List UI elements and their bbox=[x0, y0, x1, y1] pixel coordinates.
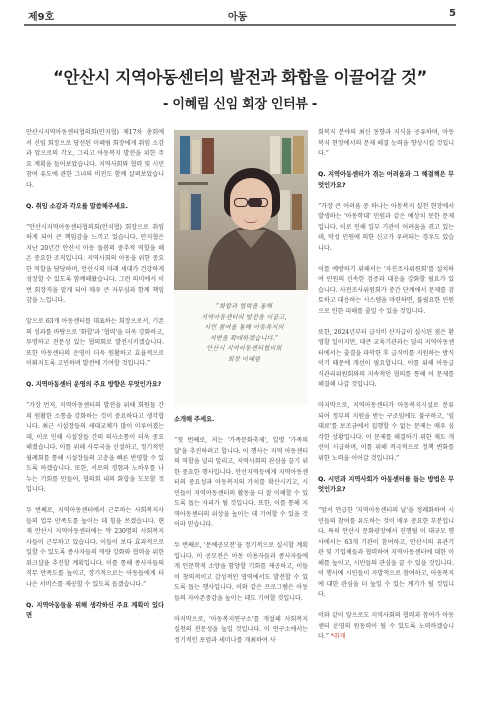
handwritten-message bbox=[194, 302, 294, 366]
answer-paragraph: “첫 번째로, 저는 '가족문화축제', 일명 '가족의 달'을 추진하려고 합니다. 이 행사는 지역 아동센터의 역할을 널리 알리고, 지역사회의 관심을 끌기 위한 중요한 행사입니다. 안산지역등에게 지역아동센터의 중요성과 아동복지의 가치를 확산시키고, 시민들이 지역아동센터의 활동을 더 잘 이해할 수 있도록 돕는 자리가 될 것입니다. 또한, 이를 통해 지역아동센터의 위상을 높이는 데 기여할 수 있을 것이라 믿습니다. bbox=[174, 437, 308, 528]
question-heading: Q. 취임 소감과 각오를 말씀해주세요. bbox=[26, 202, 128, 210]
question-heading: Q. 지역아동센터가 겪는 어려움과 그 해결책은 무엇인가요? bbox=[318, 171, 454, 189]
book-spine bbox=[180, 136, 190, 174]
article-intro: 안산시지역아동센터협의회(안지협) 제17차 총회에서 신임 회장으로 당선된 이혜림 회장에게 취임 소감과 앞으로의 각오, 그리고 아동복지 발전을 위한 주요 계획을 들어보았습니다. 지역사회와 협력 및 시민 참여 유도에 관한 그녀의 비전도 함께 살펴보았습니다. bbox=[26, 129, 164, 189]
interview-photo bbox=[174, 130, 308, 405]
article-column-2 bbox=[174, 415, 308, 705]
glasses-icon bbox=[234, 198, 268, 208]
book-spine bbox=[270, 136, 280, 174]
handwriting-line: “화합과 협력을 통해 bbox=[215, 303, 273, 310]
article-column-3 bbox=[318, 128, 454, 698]
header-rule bbox=[24, 24, 456, 26]
answer-paragraph: 마지막으로, 지역아동센터가 아동복지시설로 분류되어 정부의 지원을 받는 구조임에도 불구하고, '임대료'를 보조금에서 집행할 수 없는 문제는 매우 심각한 상황입니다. 이 문제를 해결하기 위한 제도 개선이 시급하며, 이를 위해 적극적으로 정책 변화를 위한 노력을 이어갈 것입니다.” bbox=[318, 402, 454, 462]
answer-paragraph: 또한, 2024년부터 급식비 산지급이 실시된 점은 환영할 일이지만, 대큰 교육기관과는 달리 지역아동센터에서는 출결을 파악한 후 급식비를 지원하는 방식이기 때문에 개선이 필요합니다. 이를 위해 아동급식관리위원회와의 지속적인 협의를 통해 이 문제를 해결해 나갈 것입니다. bbox=[318, 328, 454, 388]
book-spine bbox=[292, 194, 302, 230]
handwriting-line: 안산시 지역아동센터협의회 bbox=[206, 345, 282, 353]
book-spine bbox=[192, 140, 200, 174]
section-title: 아동 bbox=[228, 12, 248, 23]
handwriting-line: 저변을 확대하겠습니다.” bbox=[209, 334, 279, 342]
book-spine bbox=[191, 194, 201, 230]
question-heading: Q. 시민과 지역사회가 아동센터를 돕는 방법은 무엇인가요? bbox=[318, 475, 454, 493]
answer-paragraph: 앞으로 63개 아동센터를 대표하는 회장으로서, 기존의 성과를 바탕으로 '화합'과 '협력'을 더욱 강화하고, 투명하고 전문성 있는 협의회로 발전시키겠습니다. 또한 아동센터의 운영이 더욱 원활하고 효율적으로 이뤄지도록 고민하며 발전에 기여할 것입니다.” bbox=[26, 318, 164, 367]
article-headline: “안산시 지역아동센터의 발전과 화합을 이끌어갈 것” bbox=[53, 68, 427, 87]
answer-paragraph: “안산시지역아동센터협의회(안지협) 회장으로 취임하게 되어 큰 책임감을 느끼고 있습니다. 안지협은 지난 20년간 안산시 아동 돌봄의 중추적 역할을 해온 중요한 조직입니다. 지역사회의 아동을 위한 중요한 역할을 담당하며, 안산시의 미래 세대가 건강하게 성장할 수 있도록 함께해왔습니다. 그런 의미에서 이번 회장직을 맡게 되어 매우 큰 자부심과 함께 책임감을 느낍니다. bbox=[26, 223, 164, 304]
answer-text: 이와 같이 앞으로도 지역사회의 협력과 참여가 아동센터 운영의 원동력이 될 수 있도록 노력하겠습니다.” bbox=[318, 612, 454, 640]
page-header bbox=[0, 0, 480, 26]
reporter-tag: *취재 bbox=[330, 633, 346, 640]
book-spine bbox=[293, 136, 304, 174]
answer-paragraph: “가장 큰 어려움 중 하나는 아동복지 실천 현장에서 발생하는 '아동학대' 민원과 같은 예상치 못한 문제입니다. 이로 인해 일부 기관이 어려움을 겪고 있는데, 악성 민원에 의한 신고가 우려되는 경우도 있습니다. bbox=[318, 202, 454, 252]
shelf-board bbox=[178, 182, 208, 185]
question-heading: 소개해 주세요. bbox=[174, 416, 215, 423]
answer-paragraph: 두 번째로, '문예공모전'을 정기적으로 실시할 계획입니다. 이 공모전은 아동 이용자들과 종사자들에게 인문학적 소양을 함양할 기회를 제공하고, 이들이 창의적이고 감성적인 영역에서도 발전할 수 있도록 돕는 행사입니다. 이와 같은 프로그램은 아동들의 자아존중감을 높이는 데도 기여할 것입니다. bbox=[174, 542, 308, 602]
handwriting-line: 지역아동센터의 발전을 이끌고, bbox=[201, 313, 287, 321]
answer-paragraph: “가장 먼저, 지역아동센터의 발전을 위해 회원들 간의 원활한 소통을 강화하는 것이 중요하다고 생각합니다. 최근 시설장들의 세대교체가 많이 이루어졌는데, 이로 인해 시설장들 간의 의사소통이 더욱 중요해졌습니다. 이를 위해 사무국을 신설하고, 정기적인 월례회를 통해 시설장들의 고충을 빠른 반영할 수 있도록 하겠습니다. 또한, 서로의 경험과 노하우를 나누는 기회를 만들어, 협의회 내의 화합을 도모할 것입니다. bbox=[26, 402, 164, 493]
handwriting-line: 시민 참여를 통해 아동복지의 bbox=[204, 324, 284, 332]
book-spine bbox=[202, 138, 214, 174]
answer-paragraph: 이를 예방하기 위해서는 '자진조사위원회'를 설치하여 민원의 신속한 검증과 대응을 강화할 필요가 있습니다. 사전조사위원회가 중간 단계에서 문제를 검토하고 대응하는 시스템을 마련하면, 불필요한 민원으로 인한 피해를 줄일 수 있을 것입니다. bbox=[318, 265, 454, 315]
answer-paragraph: 두 번째로, 지역아동센터에서 근무하는 사회복지사들의 업무 만족도를 높이는 데 힘을 쓰겠습니다. 현재 안산시 지역아동센터에는 약 230명의 사회복지사들이 근무하고 있습니다. 이들이 보다 효과적으로 일할 수 있도록 종사자들의 역량 강화와 협력을 위한 워크샵을 추진할 계획입니다. 이를 통해 종사자들의 직무 만족도를 높이고, 장기적으로는 아동들에게 더 나은 서비스를 제공할 수 있도록 돕겠습니다.” bbox=[26, 507, 164, 588]
article-column-1 bbox=[26, 128, 164, 698]
question-heading: Q. 지역아동센터 운영의 주요 방향은 무엇인가요? bbox=[26, 381, 162, 388]
answer-paragraph: “앞서 언급한 '지역아동센터의 날'을 정례화하여 시민들의 참여를 유도하는 것이 매우 중요한 부분입니다. 특히 안산시 문화광장에서 진행될 이 대규모 행사에서는 63개 기관이 참여하고, 안산시의 유관기관 및 기업체들과 협력하여 지역아동센터에 대한 이해를 높이고, 시민들의 관심을 끌 수 있을 것입니다. 이 행사에 시민들이 자발적으로 참여하고, 아동복지에 대한 관심을 더 높일 수 있는 계기가 될 것입니다. bbox=[318, 507, 454, 598]
article-subhead: - 이혜림 신임 회장 인터뷰 - bbox=[163, 97, 317, 112]
handwriting-line: 회장 이혜림 bbox=[227, 355, 261, 363]
answer-paragraph: 회복지 분야의 최신 동향과 지식을 공유하며, 아동복지 현장에서의 문제 해결 능력을 향상시킬 것입니다.” bbox=[318, 129, 454, 157]
book-spine bbox=[180, 190, 189, 230]
answer-paragraph: 마지막으로, '아동복지연구소'를 개설해 사회복지 실천의 전문성을 높일 것입니다. 이 연구소에서는 정기적인 포럼과 세미나를 개최하여 사 bbox=[174, 615, 308, 644]
page-number: 5 bbox=[449, 8, 456, 19]
answer-paragraph bbox=[318, 611, 454, 643]
question-heading: Q. 지역아동들을 위해 생각하신 주요 계획이 있다면 bbox=[26, 601, 164, 619]
issue-number: 제9호 bbox=[28, 12, 55, 23]
book-spine bbox=[282, 138, 291, 174]
